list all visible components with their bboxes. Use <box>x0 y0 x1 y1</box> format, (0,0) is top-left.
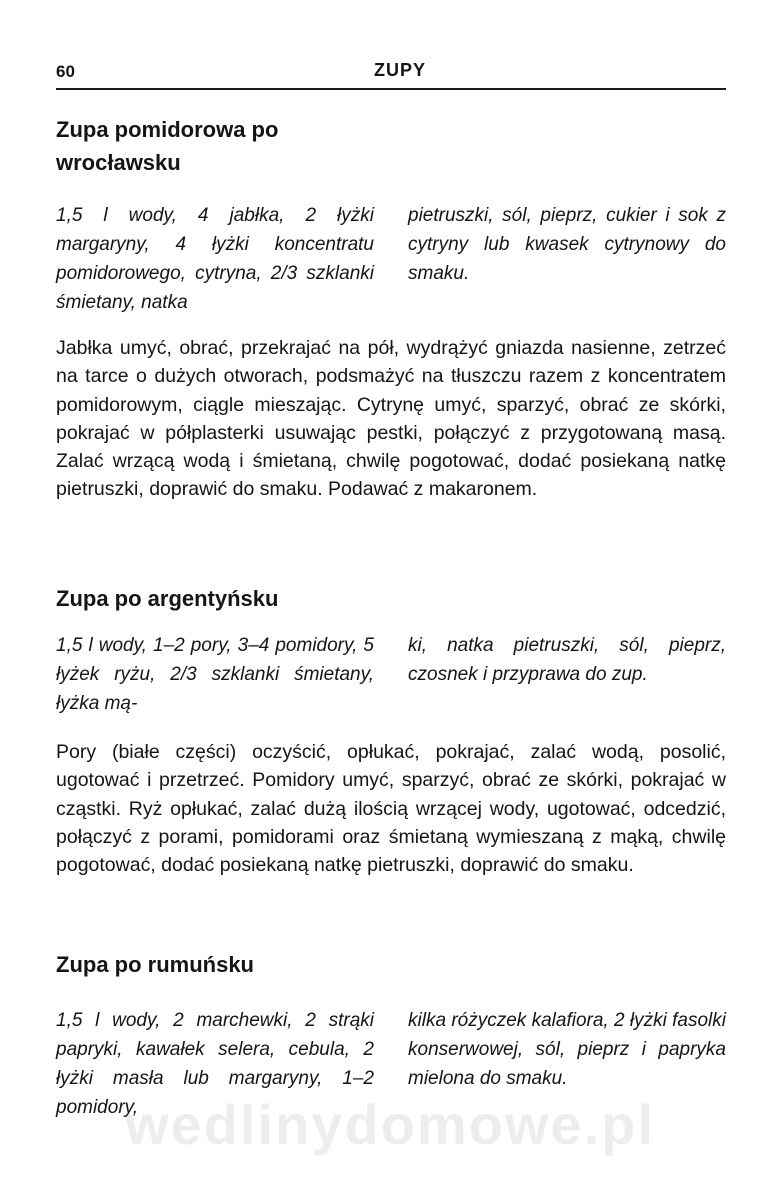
ingredients-right-column: kilka różyczek kalafiora, 2 łyżki fasolki konserwowej, sól, pieprz i papryka mielona do smaku. <box>408 1010 726 1089</box>
ingredients-argentynsku <box>56 631 726 718</box>
ingredients-left-column: 1,5 l wody, 2 marchewki, 2 strąki papryki, kawałek selera, cebula, 2 łyżki masła lub margaryny, 1–2 pomidory, <box>56 1010 374 1118</box>
ingredients-right-column: ki, natka pietruszki, sól, pieprz, czosnek i przyprawa do zup. <box>408 635 726 685</box>
section-title: ZUPY <box>374 60 427 80</box>
ingredients-right-column: pietruszki, sól, pieprz, cukier i sok z cytryny lub kwasek cytrynowy do smaku. <box>408 205 726 284</box>
watermark: wedlinydomowe.pl <box>125 1093 655 1156</box>
recipe-title-line: Zupa pomidorowa po <box>56 117 279 142</box>
ingredients-left-column: 1,5 l wody, 1–2 pory, 3–4 pomidory, 5 łyżek ryżu, 2/3 szklanki śmietany, łyżka mą- <box>56 635 374 714</box>
method-wroclawsku: Jabłka umyć, obrać, przekrajać na pół, wydrążyć gniazda nasienne, zetrzeć na tarce o dużych otworach, podsmażyć na tłuszczu razem z koncentratem pomidorowym, ciągle mieszając. Cytrynę umyć, sparzyć, obrać ze skórki, pokrajać w półplasterki usuwając pestki, połączyć z przygotowaną masą. Zalać wrzącą wodą i śmietaną, chwilę pogotować, dodać posiekaną natkę pietruszki, doprawić do smaku. Podawać z makaronem. <box>56 337 726 501</box>
ingredients-left-column: 1,5 l wody, 4 jabłka, 2 łyżki margaryny, 4 łyżki koncentratu pomidorowego, cytryna, 2/3 szklanki śmietany, natka <box>56 205 374 313</box>
recipe-title-line: wrocławsku <box>56 150 181 175</box>
page-number: 60 <box>56 62 75 81</box>
recipe-title-argentynsku: Zupa po argentyńsku <box>56 586 279 611</box>
method-argentynsku: Pory (białe części) oczyścić, opłukać, pokrajać, zalać wodą, posolić, ugotować i przetrzeć. Pomidory umyć, sparzyć, obrać ze skórki, pokrajać w cząstki. Ryż opłukać, zalać dużą ilością wrzącej wody, ugotować, odcedzić, połączyć z porami, pomidorami oraz śmietaną wymieszaną z mąką, chwilę pogotować, dodać posiekaną natkę pietruszki, doprawić do smaku. <box>56 741 726 877</box>
ingredients-wroclawsku <box>56 201 726 317</box>
recipe-title-wroclawsku <box>56 113 278 179</box>
page-header <box>56 60 726 90</box>
recipe-title-rumunsku: Zupa po rumuńsku <box>56 952 254 977</box>
